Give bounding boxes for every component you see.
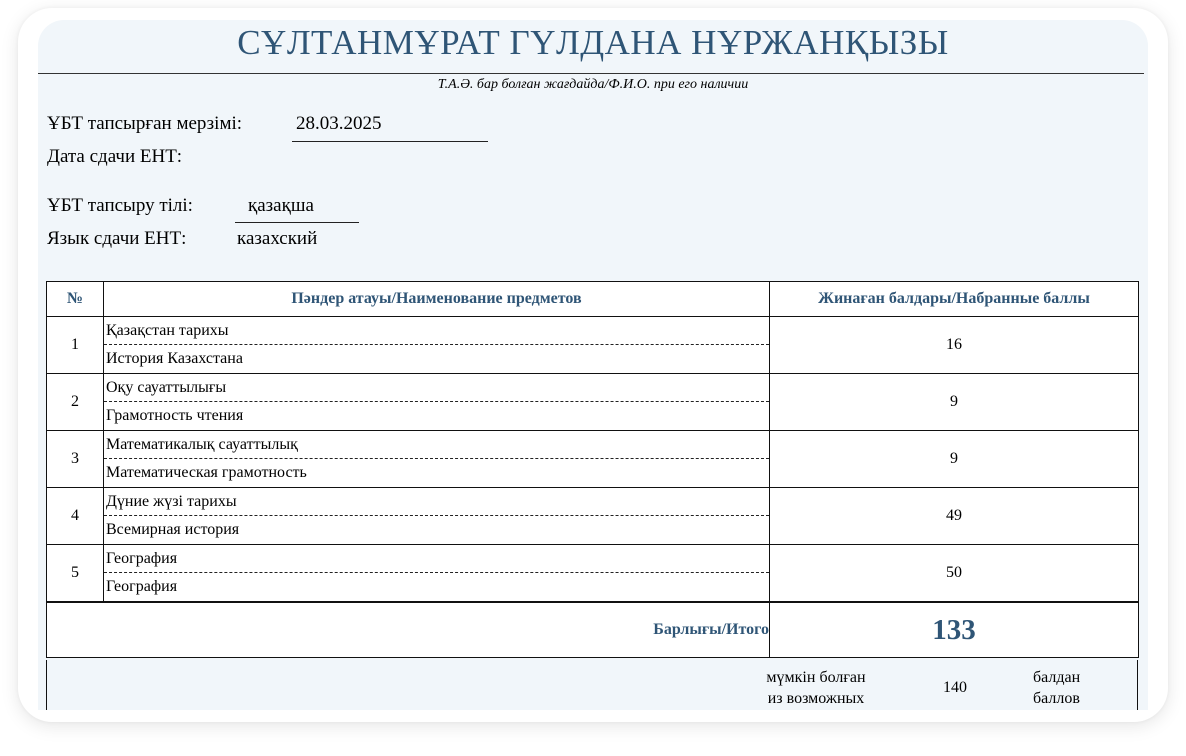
subject-score: 9 xyxy=(770,431,1139,488)
max-label-kz: мүмкін болған xyxy=(766,669,866,686)
subject-name-ru: История Казахстана xyxy=(106,350,243,367)
subject-name-kz: Оқу сауаттылығы xyxy=(104,374,769,402)
max-row-left-border xyxy=(46,660,47,710)
subject-name-ru: Математическая грамотность xyxy=(106,464,307,481)
table-row xyxy=(47,317,1139,374)
exam-language-underline xyxy=(235,222,359,223)
subject-cell xyxy=(104,488,770,545)
exam-date-label-kz: ҰБТ тапсырған мерзімі: xyxy=(47,113,243,134)
subject-score: 9 xyxy=(770,374,1139,431)
subject-name-kz: Математикалық сауаттылық xyxy=(104,431,769,459)
exam-language-label-kz: ҰБТ тапсыру тілі: xyxy=(47,195,193,216)
exam-language-value-ru: казахский xyxy=(237,228,318,249)
table-row xyxy=(47,374,1139,431)
table-row xyxy=(47,431,1139,488)
results-table xyxy=(46,281,1139,658)
max-unit-kz: балдан xyxy=(1033,669,1081,686)
row-number: 5 xyxy=(47,545,104,603)
max-label-ru: из возможных xyxy=(767,690,865,707)
student-full-name: СҰЛТАНМҰРАТ ГҮЛДАНА НҰРЖАНҚЫЗЫ xyxy=(237,23,949,62)
subject-cell xyxy=(104,374,770,431)
exam-language-value-kz: қазақша xyxy=(248,195,314,216)
max-row-right-border xyxy=(1137,660,1138,710)
table-row xyxy=(47,545,1139,603)
table-header-row xyxy=(47,282,1139,317)
certificate-card xyxy=(18,8,1168,722)
subject-cell xyxy=(104,431,770,488)
row-number: 4 xyxy=(47,488,104,545)
subject-name-kz: География xyxy=(104,545,769,573)
exam-date-value: 28.03.2025 xyxy=(296,113,382,134)
header-number: № xyxy=(47,282,104,317)
subject-cell xyxy=(104,317,770,374)
row-number: 2 xyxy=(47,374,104,431)
subject-name-kz: Дүние жүзі тарихы xyxy=(104,488,769,516)
subject-name-ru: Грамотность чтения xyxy=(106,407,244,424)
subject-score: 16 xyxy=(770,317,1139,374)
subject-cell xyxy=(104,545,770,603)
table-row xyxy=(47,488,1139,545)
row-number: 3 xyxy=(47,431,104,488)
subject-score: 50 xyxy=(770,545,1139,603)
max-label xyxy=(752,667,880,709)
total-row xyxy=(47,602,1139,658)
row-number: 1 xyxy=(47,317,104,374)
name-caption: Т.А.Ә. бар болған жағдайда/Ф.И.О. при его наличии xyxy=(437,77,749,92)
max-unit-ru: баллов xyxy=(1033,690,1080,707)
max-unit xyxy=(1033,667,1103,709)
subject-name-ru: Всемирная история xyxy=(106,521,240,538)
total-label: Барлығы/Итого xyxy=(47,602,770,658)
exam-date-underline xyxy=(292,141,488,142)
certificate-sheet xyxy=(38,20,1148,710)
header-subject: Пәндер атауы/Наименование предметов xyxy=(104,282,770,317)
exam-date-label-ru: Дата сдачи ЕНТ: xyxy=(47,146,183,167)
subject-score: 49 xyxy=(770,488,1139,545)
subject-name-kz: Қазақстан тарихы xyxy=(104,317,769,345)
header-score: Жинаған балдары/Набранные баллы xyxy=(770,282,1139,317)
name-underline xyxy=(38,73,1144,74)
total-score: 133 xyxy=(770,602,1139,658)
subject-name-ru: География xyxy=(106,578,178,595)
max-score: 140 xyxy=(943,679,967,696)
exam-language-label-ru: Язык сдачи ЕНТ: xyxy=(47,228,187,249)
